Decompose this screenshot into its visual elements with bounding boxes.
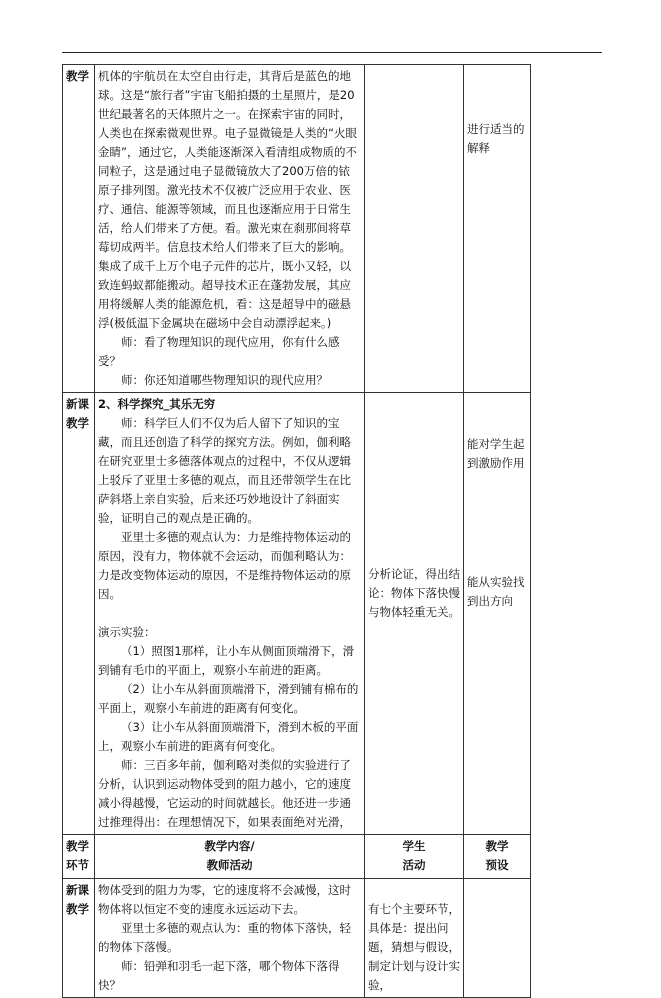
content-cell <box>95 65 365 393</box>
demo-step: （3）让小车从斜面顶端滑下，滑到木板的平面上，观察小车前进的距离有何变化。 <box>98 720 359 753</box>
table-row <box>63 65 531 393</box>
table-row <box>63 393 531 835</box>
demo-step: （2）让小车从斜面顶端滑下，滑到铺有棉布的平面上，观察小车前进的距离有何变化。 <box>98 682 359 715</box>
student-note: 分析论证，得出结论：物体下落快慢与物体轻重无关。 <box>368 567 460 619</box>
student-note: 有七个主要环节，具体是：提出问题，猜想与假设，制定计划与设计实验， <box>368 902 460 992</box>
table-header-row <box>63 835 531 879</box>
table-row <box>63 879 531 998</box>
design-cell <box>464 65 531 393</box>
paragraph: 师：三百多年前，伽利略对类似的实验进行了分析，认识到运动物体受到的阻力越小，它的速度减小得越慢，它运动的时间就越长。他还进一步通过推理得出：在理想情况下，如果表面绝对光滑， <box>98 758 351 829</box>
stage-cell: 教学 <box>63 65 95 393</box>
paragraph: 亚里士多德的观点认为：力是维持物体运动的原因，没有力，物体就不会运动，而伽利略认为：力是改变物体运动的原因，不是维持物体运动的原因。 <box>98 530 351 601</box>
student-cell <box>365 879 464 998</box>
lesson-plan-table <box>62 64 531 998</box>
header-design: 教学 预设 <box>464 835 531 879</box>
paragraph: 机体的宇航员在太空自由行走，其背后是蓝色的地球。这是“旅行者”宇宙飞船拍摄的土星照片，是20世纪最著名的天体照片之一。在探索宇宙的同时，人类也在探索微观世界。电子显微镜是人类的“火眼金睛”，通过它，人类能逐渐深入看清组成物质的不同粒子，这是通过电子显微镜放大了200万倍的铱原子排列图。激光技术不仅被广泛应用于农业、医疗、通信、能源等领域，而且也逐渐应用于日常生活，给人们带来了方便。看。激光束在刹那间将草莓切成两半。信息技术给人们带来了巨大的影响。集成了成千上万个电子元件的芯片，既小又轻，以致连蚂蚁都能搬动。超导技术正在蓬勃发展，其应用将缓解人类的能源危机，看：这是超导中的磁悬浮(极低温下金属块在磁场中会自动漂浮起来。) <box>98 69 357 330</box>
paragraph: 师：你还知道哪些物理知识的现代应用？ <box>121 373 328 387</box>
design-cell <box>464 393 531 835</box>
header-content: 教学内容/ 教师活动 <box>95 835 365 879</box>
header-student: 学生 活动 <box>365 835 464 879</box>
section-heading: 2、科学探究_其乐无穷 <box>98 397 216 411</box>
stage-cell: 新课教学 <box>63 879 95 998</box>
paragraph: 师：铅弹和羽毛一起下落，哪个物体下落得快？ <box>98 959 340 992</box>
student-cell <box>365 65 464 393</box>
content-cell <box>95 393 365 835</box>
design-cell <box>464 879 531 998</box>
design-note: 能对学生起到激励作用 <box>467 437 525 470</box>
header-stage: 教学 环节 <box>63 835 95 879</box>
paragraph: 师：科学巨人们不仅为后人留下了知识的宝藏，而且还创造了科学的探究方法。例如，伽利略在研究亚里士多德落体观点的过程中，不仅从逻辑上驳斥了亚里士多德的观点，而且还带领学生在比萨斜塔上亲自实验，后来还巧妙地设计了斜面实验，证明自己的观点是正确的。 <box>98 416 351 525</box>
stage-cell: 新课教学 <box>63 393 95 835</box>
paragraph: 师：看了物理知识的现代应用，你有什么感受？ <box>98 335 340 368</box>
paragraph: 物体受到的阻力为零，它的速度将不会减慢，这时物体将以恒定不变的速度永远运动下去。 <box>98 883 351 916</box>
header-rule <box>62 52 602 53</box>
design-note: 进行适当的解释 <box>467 122 525 155</box>
student-cell <box>365 393 464 835</box>
design-note: 能从实验找到出方向 <box>467 575 525 608</box>
paragraph: 亚里士多德的观点认为：重的物体下落快，轻的物体下落慢。 <box>98 921 351 954</box>
demo-step: （1）照图1那样，让小车从侧面顶端滑下，滑到铺有毛巾的平面上，观察小车前进的距离。 <box>98 644 355 677</box>
demo-title: 演示实验： <box>98 625 156 639</box>
content-cell <box>95 879 365 998</box>
